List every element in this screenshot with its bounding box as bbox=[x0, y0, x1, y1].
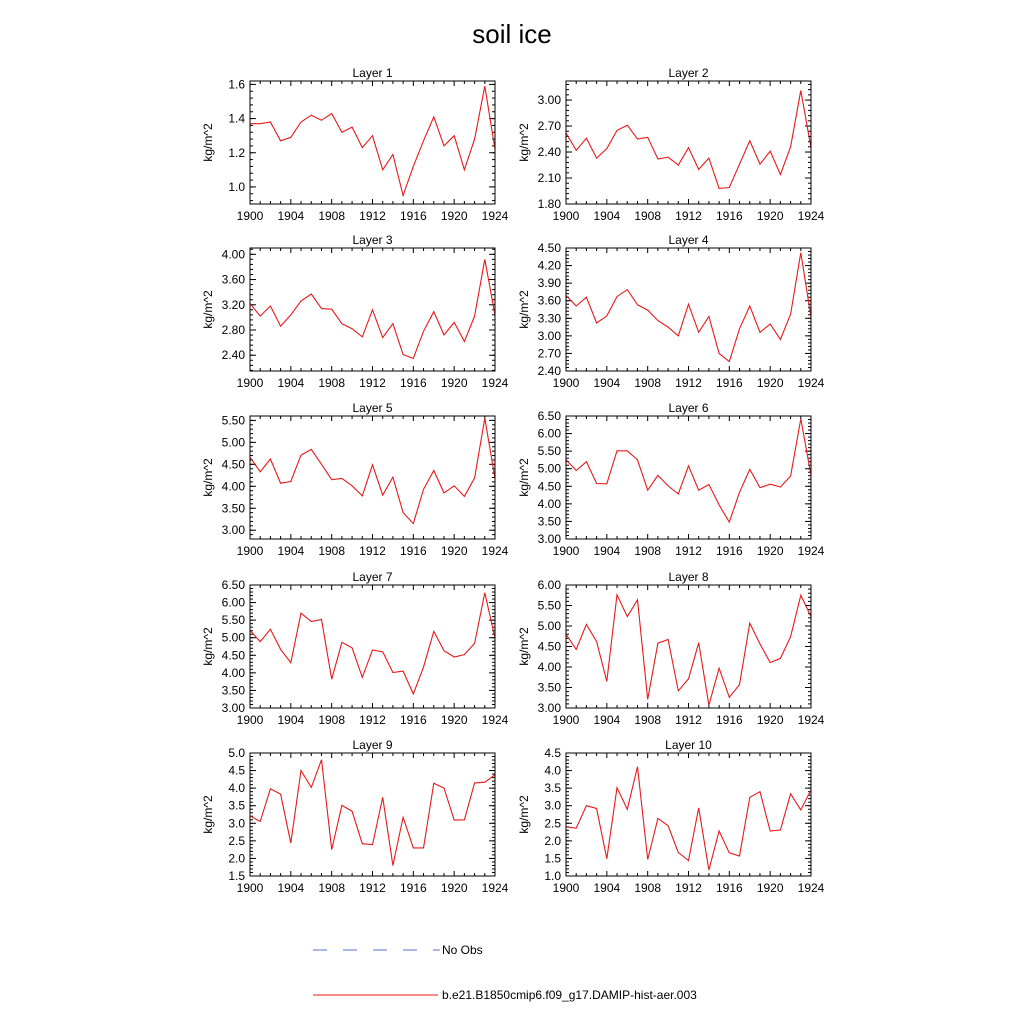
y-tick-label: 6.50 bbox=[221, 578, 245, 592]
x-tick-label: 1904 bbox=[277, 544, 305, 558]
x-tick-label: 1904 bbox=[277, 209, 305, 223]
y-axis-label: kg/m^2 bbox=[201, 795, 215, 834]
x-tick-label: 1920 bbox=[756, 881, 784, 895]
x-tick-label: 1924 bbox=[797, 544, 825, 558]
x-tick-label: 1908 bbox=[634, 881, 662, 895]
x-tick-label: 1904 bbox=[277, 713, 305, 727]
y-axis-label: kg/m^2 bbox=[517, 795, 531, 834]
y-tick-label: 3.0 bbox=[544, 798, 561, 813]
x-tick-label: 1916 bbox=[715, 881, 743, 895]
y-tick-label: 2.80 bbox=[221, 323, 245, 337]
x-tick-label: 1900 bbox=[236, 713, 264, 727]
y-tick-label: 5.00 bbox=[537, 619, 561, 633]
x-tick-label: 1912 bbox=[675, 209, 702, 223]
y-tick-label: 2.5 bbox=[544, 816, 561, 831]
x-tick-label: 1916 bbox=[399, 881, 427, 895]
x-tick-label: 1924 bbox=[481, 544, 509, 558]
y-tick-label: 4.50 bbox=[537, 241, 561, 255]
plot-frame bbox=[566, 416, 811, 539]
x-tick-label: 1916 bbox=[715, 376, 743, 390]
plot-frame bbox=[250, 81, 495, 204]
y-tick-label: 2.40 bbox=[221, 348, 245, 363]
x-tick-label: 1908 bbox=[318, 713, 346, 727]
x-tick-label: 1920 bbox=[440, 544, 468, 558]
x-tick-label: 1908 bbox=[634, 544, 662, 558]
series-line bbox=[250, 593, 495, 694]
legend-obs-label: No Obs bbox=[442, 943, 483, 957]
y-tick-label: 6.50 bbox=[537, 409, 561, 423]
y-tick-label: 3.30 bbox=[537, 311, 561, 326]
x-tick-label: 1912 bbox=[675, 544, 702, 558]
y-tick-label: 3.00 bbox=[221, 523, 245, 538]
y-tick-label: 4.50 bbox=[537, 479, 561, 494]
x-tick-label: 1904 bbox=[593, 376, 621, 390]
series-line bbox=[250, 259, 495, 358]
y-tick-label: 5.00 bbox=[221, 630, 245, 645]
panel-layer-7 bbox=[201, 570, 509, 727]
figure-title: soil ice bbox=[472, 19, 552, 49]
x-tick-label: 1908 bbox=[634, 209, 662, 223]
series-line bbox=[566, 767, 811, 870]
x-tick-label: 1908 bbox=[318, 544, 346, 558]
x-tick-label: 1904 bbox=[593, 209, 621, 223]
y-axis-label: kg/m^2 bbox=[517, 627, 531, 666]
x-tick-label: 1904 bbox=[593, 713, 621, 727]
x-tick-label: 1924 bbox=[797, 881, 825, 895]
series-line bbox=[250, 760, 495, 866]
x-tick-label: 1900 bbox=[236, 544, 264, 558]
y-tick-label: 3.90 bbox=[537, 276, 561, 291]
x-tick-label: 1920 bbox=[756, 209, 784, 223]
y-tick-label: 3.0 bbox=[228, 816, 245, 831]
plot-frame bbox=[566, 81, 811, 204]
x-tick-label: 1908 bbox=[318, 881, 346, 895]
y-tick-label: 3.50 bbox=[537, 680, 561, 695]
x-tick-label: 1912 bbox=[359, 881, 386, 895]
series-line bbox=[566, 91, 811, 189]
y-tick-label: 5.50 bbox=[221, 613, 245, 628]
x-tick-label: 1904 bbox=[593, 881, 621, 895]
x-tick-label: 1912 bbox=[675, 713, 702, 727]
panel-layer-2 bbox=[517, 66, 825, 223]
panel-layer-9 bbox=[201, 738, 509, 895]
y-tick-label: 3.50 bbox=[221, 683, 245, 698]
y-tick-label: 1.0 bbox=[228, 179, 245, 194]
y-tick-label: 3.50 bbox=[221, 501, 245, 516]
plot-frame bbox=[566, 248, 811, 371]
x-tick-label: 1908 bbox=[318, 209, 346, 223]
panel-layer-5 bbox=[201, 401, 509, 558]
x-tick-label: 1904 bbox=[277, 881, 305, 895]
y-tick-label: 1.5 bbox=[544, 851, 561, 866]
x-tick-label: 1904 bbox=[593, 544, 621, 558]
panel-layer-6 bbox=[517, 401, 825, 558]
x-tick-label: 1912 bbox=[359, 376, 386, 390]
x-tick-label: 1916 bbox=[399, 713, 427, 727]
y-tick-label: 5.50 bbox=[537, 598, 561, 613]
x-tick-label: 1912 bbox=[359, 209, 386, 223]
y-tick-label: 2.5 bbox=[228, 833, 245, 848]
x-tick-label: 1916 bbox=[715, 209, 743, 223]
y-tick-label: 1.2 bbox=[228, 145, 245, 160]
y-tick-label: 2.70 bbox=[537, 346, 561, 361]
y-tick-label: 3.00 bbox=[537, 328, 561, 343]
x-tick-label: 1912 bbox=[675, 881, 702, 895]
y-tick-label: 1.6 bbox=[228, 77, 245, 92]
y-tick-label: 1.0 bbox=[544, 869, 561, 883]
x-tick-label: 1900 bbox=[552, 881, 580, 895]
x-tick-label: 1912 bbox=[675, 376, 702, 390]
y-tick-label: 4.20 bbox=[537, 258, 561, 273]
x-tick-label: 1908 bbox=[634, 376, 662, 390]
y-tick-label: 4.50 bbox=[221, 648, 245, 663]
x-tick-label: 1900 bbox=[552, 209, 580, 223]
x-tick-label: 1916 bbox=[399, 209, 427, 223]
y-axis-label: kg/m^2 bbox=[517, 123, 531, 162]
x-tick-label: 1900 bbox=[236, 209, 264, 223]
plot-frame bbox=[566, 753, 811, 876]
y-tick-label: 2.0 bbox=[544, 833, 561, 848]
y-tick-label: 2.70 bbox=[537, 119, 561, 134]
panel-layer-4 bbox=[517, 233, 825, 390]
panel-layer-10 bbox=[517, 738, 825, 895]
legend-model-label: b.e21.B1850cmip6.f09_g17.DAMIP-hist-aer.003 bbox=[442, 988, 697, 1002]
x-tick-label: 1912 bbox=[359, 544, 386, 558]
x-tick-label: 1916 bbox=[715, 544, 743, 558]
x-tick-label: 1920 bbox=[756, 544, 784, 558]
y-tick-label: 4.00 bbox=[221, 665, 245, 680]
y-tick-label: 6.00 bbox=[537, 426, 561, 441]
y-tick-label: 4.00 bbox=[537, 660, 561, 674]
panel-layer-1 bbox=[201, 66, 509, 223]
series-line bbox=[566, 595, 811, 705]
series-line bbox=[566, 253, 811, 362]
panel-layer-8 bbox=[517, 570, 825, 727]
x-tick-label: 1924 bbox=[481, 209, 509, 223]
y-tick-label: 4.00 bbox=[221, 247, 245, 262]
x-tick-label: 1924 bbox=[797, 713, 825, 727]
y-tick-label: 2.40 bbox=[537, 145, 561, 160]
y-tick-label: 5.50 bbox=[221, 413, 245, 428]
x-tick-label: 1900 bbox=[236, 881, 264, 895]
y-tick-label: 1.4 bbox=[228, 111, 245, 126]
panel-title: Layer 2 bbox=[668, 66, 709, 80]
y-tick-label: 3.00 bbox=[221, 701, 245, 715]
panel-title: Layer 9 bbox=[352, 738, 393, 752]
y-tick-label: 3.5 bbox=[544, 781, 561, 796]
plot-frame bbox=[250, 416, 495, 539]
x-tick-label: 1920 bbox=[440, 881, 468, 895]
x-tick-label: 1900 bbox=[552, 544, 580, 558]
y-tick-label: 4.0 bbox=[228, 781, 245, 796]
y-tick-label: 3.20 bbox=[221, 297, 245, 312]
y-tick-label: 4.5 bbox=[228, 763, 245, 778]
x-tick-label: 1912 bbox=[359, 713, 386, 727]
panel-title: Layer 6 bbox=[668, 401, 709, 415]
y-axis-label: kg/m^2 bbox=[201, 627, 215, 666]
y-tick-label: 3.00 bbox=[537, 701, 561, 715]
panel-title: Layer 3 bbox=[352, 233, 393, 247]
panel-layer-3 bbox=[201, 233, 509, 390]
x-tick-label: 1920 bbox=[440, 209, 468, 223]
y-tick-label: 5.00 bbox=[537, 461, 561, 476]
y-tick-label: 6.00 bbox=[537, 578, 561, 592]
x-tick-label: 1916 bbox=[399, 376, 427, 390]
series-line bbox=[250, 86, 495, 195]
y-tick-label: 2.0 bbox=[228, 851, 245, 866]
x-tick-label: 1900 bbox=[236, 376, 264, 390]
y-tick-label: 5.50 bbox=[537, 444, 561, 459]
plot-frame bbox=[250, 585, 495, 708]
x-tick-label: 1904 bbox=[277, 376, 305, 390]
x-tick-label: 1924 bbox=[481, 376, 509, 390]
y-tick-label: 3.50 bbox=[537, 514, 561, 529]
x-tick-label: 1916 bbox=[399, 544, 427, 558]
panels bbox=[201, 66, 825, 895]
panel-title: Layer 7 bbox=[352, 570, 393, 584]
x-tick-label: 1920 bbox=[756, 713, 784, 727]
legend bbox=[313, 943, 697, 1002]
panel-title: Layer 5 bbox=[352, 401, 393, 415]
plot-frame bbox=[250, 753, 495, 876]
x-tick-label: 1924 bbox=[797, 209, 825, 223]
x-tick-label: 1920 bbox=[440, 376, 468, 390]
y-tick-label: 5.00 bbox=[221, 435, 245, 450]
y-tick-label: 4.0 bbox=[544, 763, 561, 778]
x-tick-label: 1920 bbox=[440, 713, 468, 727]
panel-title: Layer 8 bbox=[668, 570, 709, 584]
y-tick-label: 3.00 bbox=[537, 532, 561, 546]
y-tick-label: 1.5 bbox=[228, 869, 245, 883]
y-tick-label: 4.00 bbox=[537, 496, 561, 511]
panel-title: Layer 10 bbox=[665, 738, 712, 752]
y-tick-label: 5.0 bbox=[228, 746, 245, 760]
x-tick-label: 1924 bbox=[797, 376, 825, 390]
y-tick-label: 3.00 bbox=[537, 93, 561, 108]
x-tick-label: 1920 bbox=[756, 376, 784, 390]
series-line bbox=[250, 418, 495, 523]
y-tick-label: 3.5 bbox=[228, 798, 245, 813]
y-tick-label: 4.00 bbox=[221, 479, 245, 494]
panel-title: Layer 1 bbox=[352, 66, 393, 80]
series-line bbox=[566, 419, 811, 522]
y-axis-label: kg/m^2 bbox=[201, 290, 215, 329]
x-tick-label: 1916 bbox=[715, 713, 743, 727]
plot-frame bbox=[566, 585, 811, 708]
y-tick-label: 4.50 bbox=[537, 639, 561, 654]
y-tick-label: 1.80 bbox=[537, 197, 561, 211]
y-tick-label: 4.5 bbox=[544, 746, 561, 760]
y-tick-label: 2.40 bbox=[537, 364, 561, 378]
y-axis-label: kg/m^2 bbox=[201, 458, 215, 497]
panel-title: Layer 4 bbox=[668, 233, 709, 247]
y-tick-label: 2.10 bbox=[537, 171, 561, 186]
x-tick-label: 1924 bbox=[481, 881, 509, 895]
y-tick-label: 3.60 bbox=[221, 272, 245, 287]
x-tick-label: 1900 bbox=[552, 376, 580, 390]
x-tick-label: 1908 bbox=[318, 376, 346, 390]
x-tick-label: 1900 bbox=[552, 713, 580, 727]
y-axis-label: kg/m^2 bbox=[517, 290, 531, 329]
y-axis-label: kg/m^2 bbox=[517, 458, 531, 497]
y-tick-label: 6.00 bbox=[221, 595, 245, 610]
y-axis-label: kg/m^2 bbox=[201, 123, 215, 162]
x-tick-label: 1924 bbox=[481, 713, 509, 727]
x-tick-label: 1908 bbox=[634, 713, 662, 727]
y-tick-label: 4.50 bbox=[221, 457, 245, 472]
y-tick-label: 3.60 bbox=[537, 293, 561, 308]
